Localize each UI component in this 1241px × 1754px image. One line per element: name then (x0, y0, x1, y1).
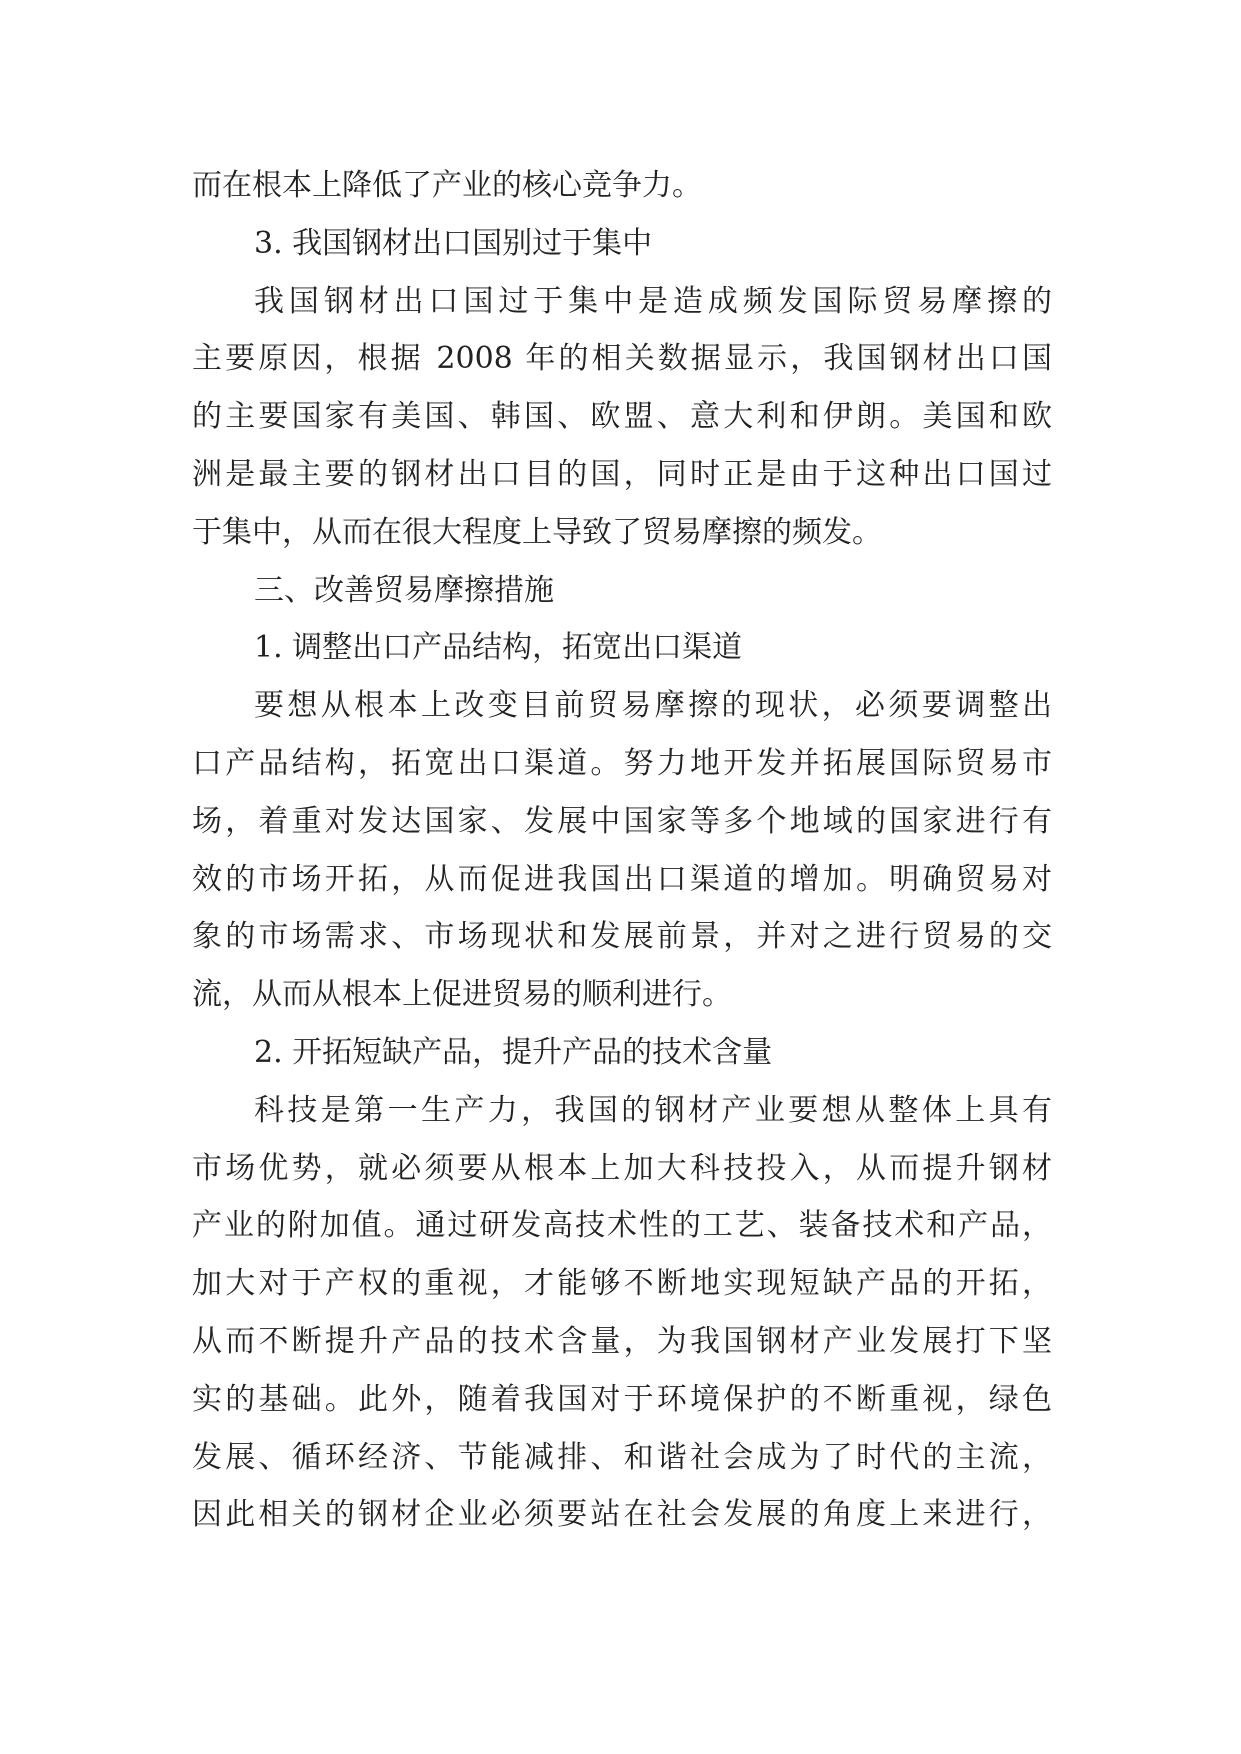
text-line: 实的基础。此外，随着我国对于环境保护的不断重视，绿色 (192, 1381, 1052, 1417)
text-line: 2. 开拓短缺产品，提升产品的技术含量 (254, 1034, 773, 1070)
text-line: 象的市场需求、市场现状和发展前景，并对之进行贸易的交 (192, 919, 1052, 955)
text-line: 主要原因，根据 2008 年的相关数据显示，我国钢材出口国 (192, 341, 1052, 377)
text-line: 市场优势，就必须要从根本上加大科技投入，从而提升钢材 (192, 1150, 1052, 1186)
text-line: 洲是最主要的钢材出口目的国，同时正是由于这种出口国过 (192, 456, 1052, 492)
text-line: 于集中，从而在很大程度上导致了贸易摩擦的频发。 (192, 514, 882, 550)
text-line: 3. 我国钢材出口国别过于集中 (254, 225, 653, 261)
text-line: 流，从而从根本上促进贸易的顺利进行。 (192, 977, 732, 1013)
text-line: 的主要国家有美国、韩国、欧盟、意大利和伊朗。美国和欧 (192, 399, 1052, 435)
text-line: 口产品结构，拓宽出口渠道。努力地开发并拓展国际贸易市 (192, 745, 1052, 781)
text-line: 因此相关的钢材企业必须要站在社会发展的角度上来进行， (192, 1497, 1052, 1533)
text-line: 产业的附加值。通过研发高技术性的工艺、装备技术和产品， (192, 1208, 1052, 1244)
text-line: 加大对于产权的重视，才能够不断地实现短缺产品的开拓， (192, 1266, 1052, 1302)
text-line: 效的市场开拓，从而促进我国出口渠道的增加。明确贸易对 (192, 861, 1052, 897)
text-line: 要想从根本上改变目前贸易摩擦的现状，必须要调整出 (254, 688, 1052, 724)
document-body (192, 157, 1052, 1544)
text-line: 1. 调整出口产品结构，拓宽出口渠道 (254, 630, 743, 666)
text-line: 三、改善贸易摩擦措施 (254, 572, 554, 608)
text-line: 而在根本上降低了产业的核心竞争力。 (192, 168, 702, 203)
text-line: 发展、循环经济、节能减排、和谐社会成为了时代的主流， (192, 1439, 1052, 1475)
text-line: 场，着重对发达国家、发展中国家等多个地域的国家进行有 (192, 803, 1052, 839)
text-line: 科技是第一生产力，我国的钢材产业要想从整体上具有 (254, 1092, 1052, 1128)
text-line: 从而不断提升产品的技术含量，为我国钢材产业发展打下坚 (192, 1323, 1052, 1359)
text-line: 我国钢材出口国过于集中是造成频发国际贸易摩擦的 (254, 283, 1052, 319)
